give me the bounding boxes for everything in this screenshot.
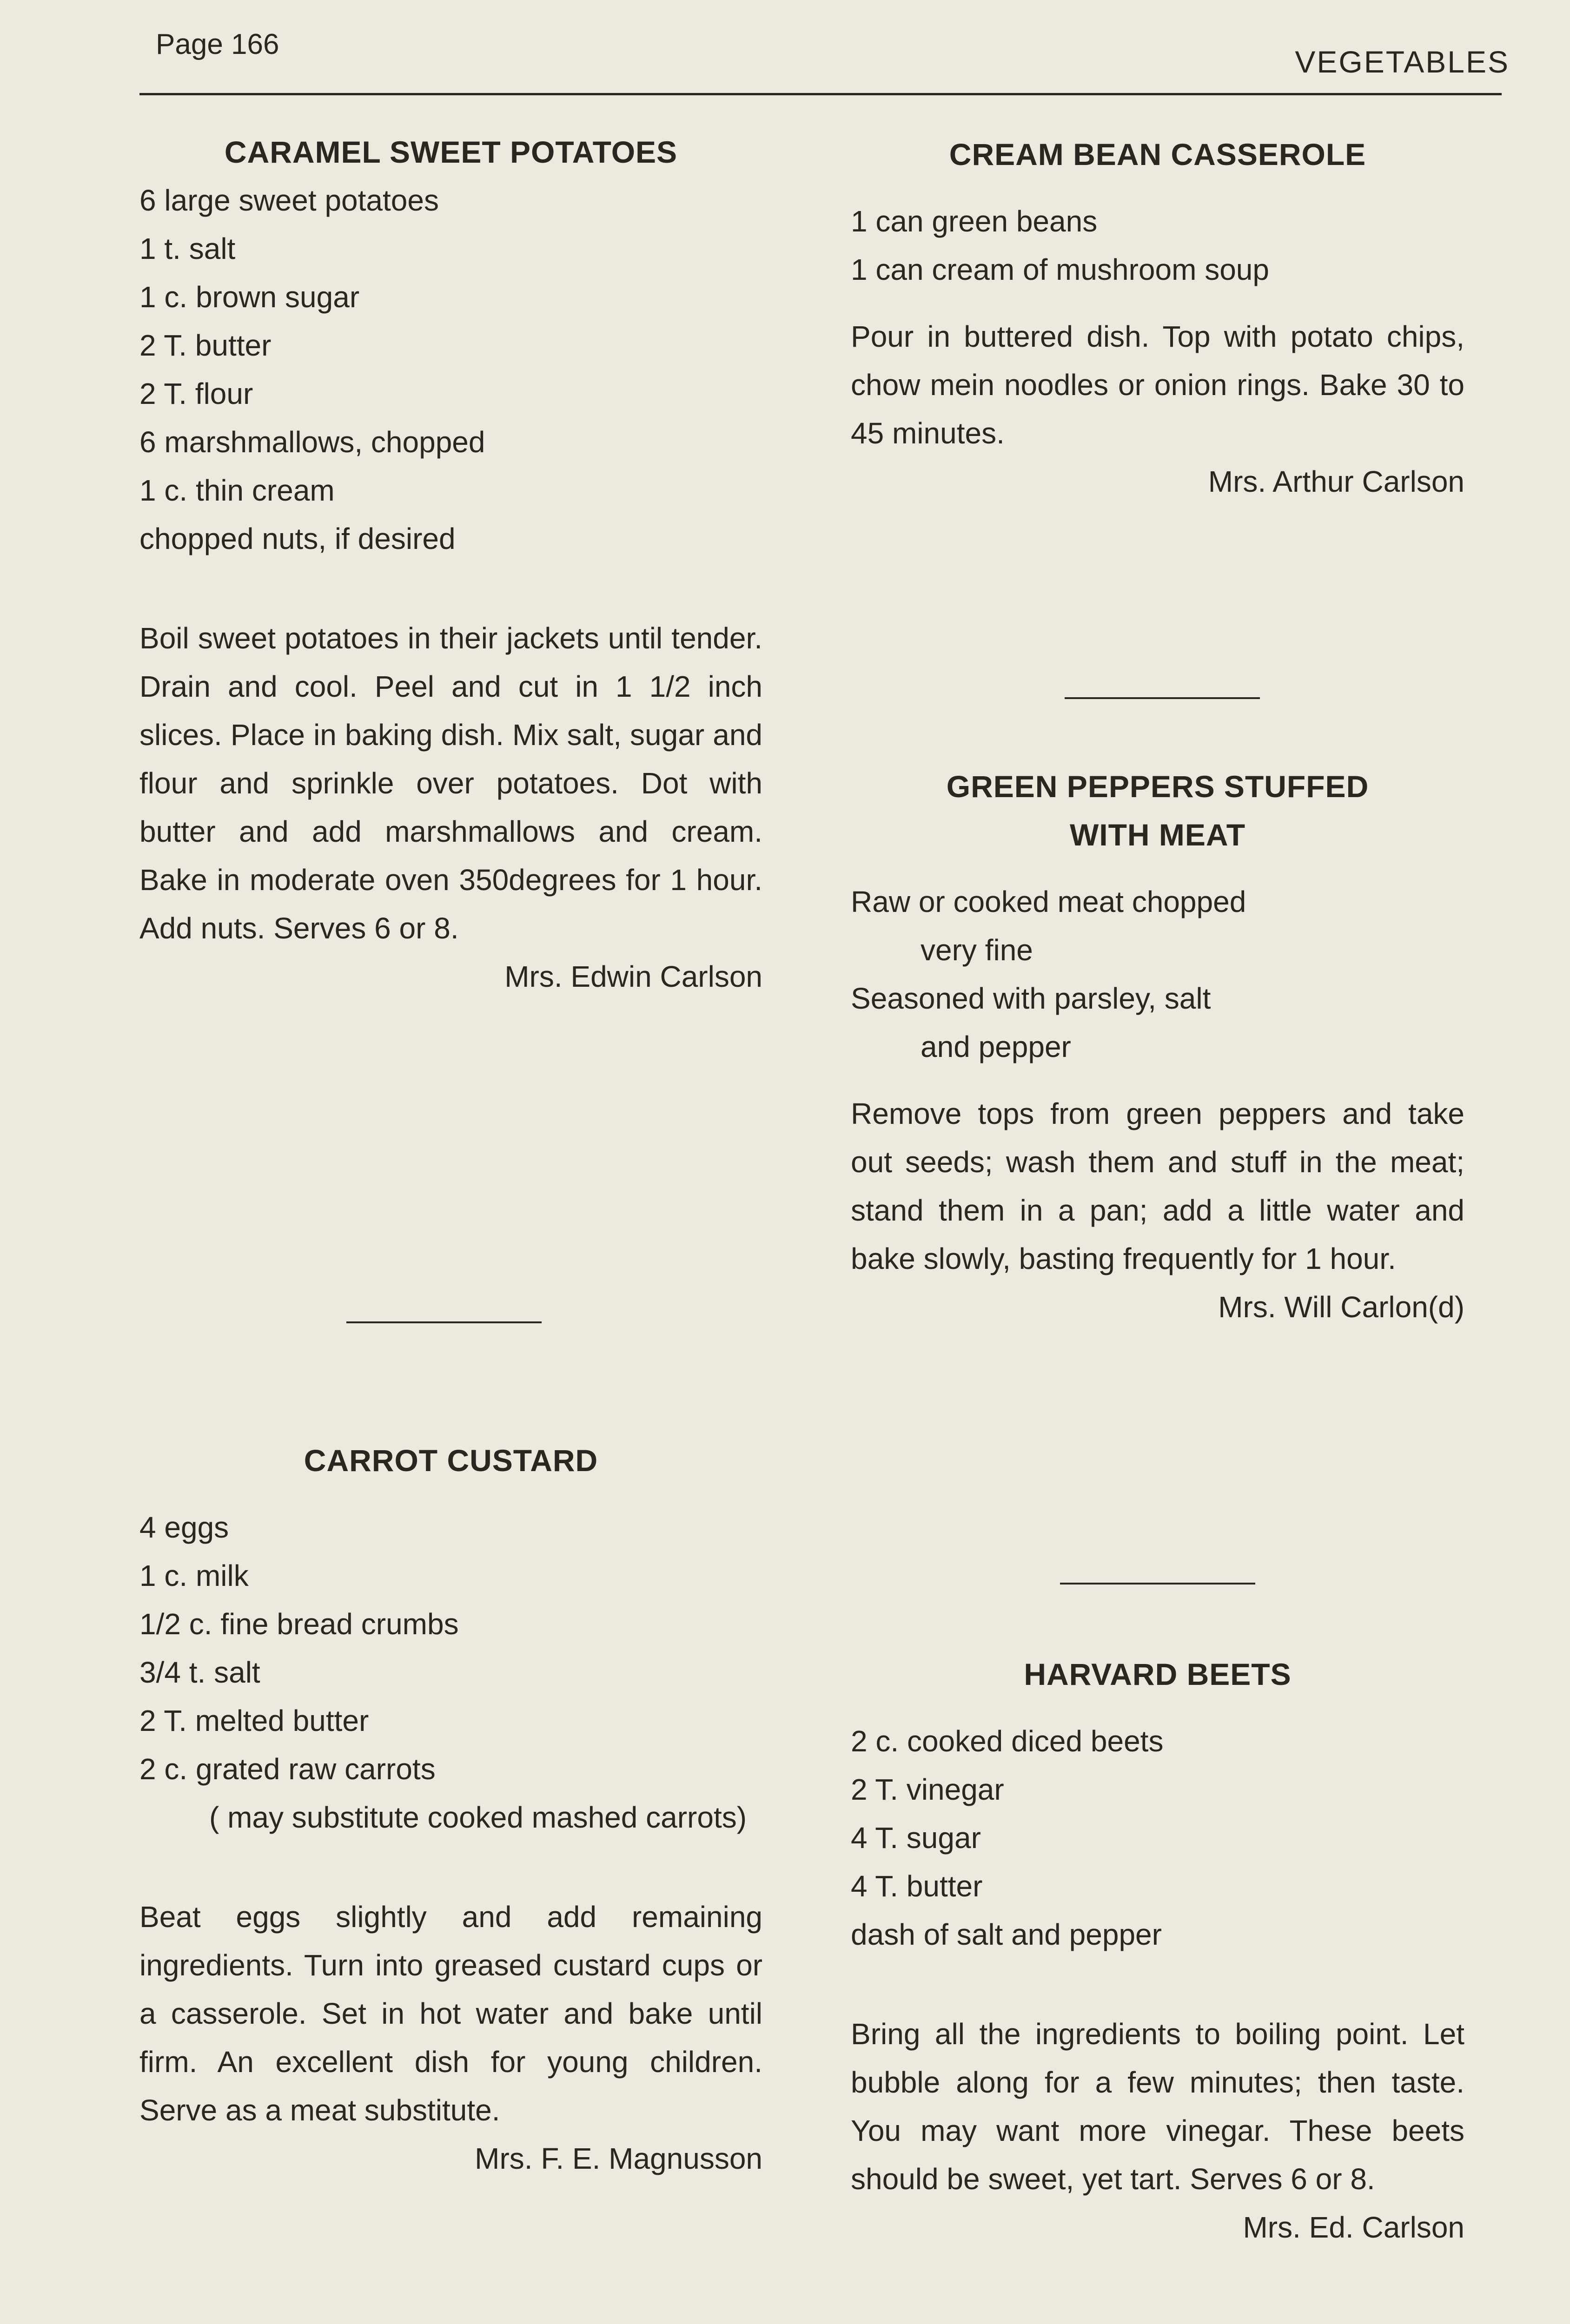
recipe-divider (1060, 1583, 1255, 1585)
ingredient: 2 c. cooked diced beets (851, 1724, 1164, 1758)
ingredient: 6 large sweet potatoes (139, 184, 439, 217)
ingredient-note: ( may substitute cooked mashed carrots) (209, 1801, 747, 1834)
recipe-green-peppers-stuffed (851, 762, 1464, 1331)
ingredient: 4 T. sugar (851, 1821, 981, 1855)
recipe-author: Mrs. Ed. Carlson (1243, 2211, 1464, 2244)
recipe-harvard-beets (851, 1650, 1464, 2251)
ingredient: very fine (921, 933, 1033, 967)
recipe-title-line: GREEN PEPPERS STUFFED (946, 769, 1369, 804)
section-title: VEGETABLES (1295, 45, 1510, 79)
page-number: Page 166 (156, 28, 279, 60)
recipe-caramel-sweet-potatoes (139, 128, 762, 1001)
ingredient: 6 marshmallows, chopped (139, 425, 485, 459)
ingredient: 4 eggs (139, 1511, 229, 1544)
ingredient-list (851, 878, 1464, 1071)
recipe-author: Mrs. F. E. Magnusson (475, 2142, 762, 2175)
ingredient: 2 c. grated raw carrots (139, 1752, 436, 1786)
ingredient: 2 T. vinegar (851, 1773, 1004, 1806)
ingredient: 4 T. butter (851, 1869, 983, 1903)
ingredient: 1 t. salt (139, 232, 236, 265)
recipe-divider (346, 1321, 542, 1323)
recipe-author: Mrs. Edwin Carlson (504, 960, 762, 993)
ingredient: 2 T. butter (139, 329, 272, 362)
ingredient: 2 T. flour (139, 377, 253, 410)
ingredient: 1 c. milk (139, 1559, 249, 1592)
recipe-title: CARROT CUSTARD (304, 1443, 598, 1478)
ingredient: Seasoned with parsley, salt (851, 982, 1211, 1015)
recipe-title: CARAMEL SWEET POTATOES (224, 135, 678, 169)
ingredient: 1 can cream of mushroom soup (851, 253, 1269, 286)
recipe-title-line: WITH MEAT (1069, 818, 1246, 852)
recipe-instructions: Pour in buttered dish. Top with potato chips, chow mein noodles or onion rings. Bake 30 to 45 minutes. (851, 320, 1464, 450)
ingredient: 1 c. brown sugar (139, 280, 360, 314)
recipe-carrot-custard (139, 1436, 762, 2183)
recipe-title: HARVARD BEETS (1024, 1657, 1292, 1691)
recipe-instructions: Boil sweet potatoes in their jackets until tender. Drain and cool. Peel and cut in 1 1/2 inch slices. Place in baking dish. Mix salt, sugar and flour and sprinkle over potatoes. Dot with butter and add marshmallows and cream. Bake in moderate oven 350degrees for 1 hour. Add nuts. Serves 6 or 8. (139, 621, 762, 945)
recipe-author: Mrs. Will Carlon(d) (1218, 1290, 1464, 1324)
ingredient: 2 T. melted butter (139, 1704, 369, 1737)
ingredient: 1 c. thin cream (139, 474, 335, 507)
recipe-instructions: Beat eggs slightly and add remaining ingredients. Turn into greased custard cups or a casserole. Set in hot water and bake until firm. An excellent dish for young children. Serve as a meat substitute. (139, 1900, 762, 2127)
recipe-title (851, 762, 1464, 859)
recipe-instructions: Remove tops from green peppers and take out seeds; wash them and stuff in the meat; stand them in a pan; add a little water and bake slowly, basting frequently for 1 hour. (851, 1097, 1464, 1275)
ingredient: chopped nuts, if desired (139, 522, 456, 555)
ingredient-list (851, 197, 1464, 294)
ingredient: 1 can green beans (851, 205, 1098, 238)
ingredient-list (139, 1503, 762, 1842)
recipe-cream-bean-casserole (851, 130, 1464, 506)
ingredient: 1/2 c. fine bread crumbs (139, 1607, 459, 1641)
recipe-title: CREAM BEAN CASSEROLE (949, 137, 1366, 172)
recipe-divider (1065, 697, 1260, 699)
ingredient-list (851, 1717, 1464, 1959)
ingredient-list (139, 176, 762, 563)
header-rule (139, 93, 1502, 95)
recipe-author: Mrs. Arthur Carlson (1208, 465, 1464, 498)
ingredient: dash of salt and pepper (851, 1918, 1162, 1951)
ingredient: and pepper (921, 1030, 1071, 1063)
recipe-instructions: Bring all the ingredients to boiling point. Let bubble along for a few minutes; then taste. You may want more vinegar. These beets should be sweet, yet tart. Serves 6 or 8. (851, 2017, 1464, 2196)
ingredient: Raw or cooked meat chopped (851, 885, 1246, 918)
ingredient: 3/4 t. salt (139, 1656, 260, 1689)
